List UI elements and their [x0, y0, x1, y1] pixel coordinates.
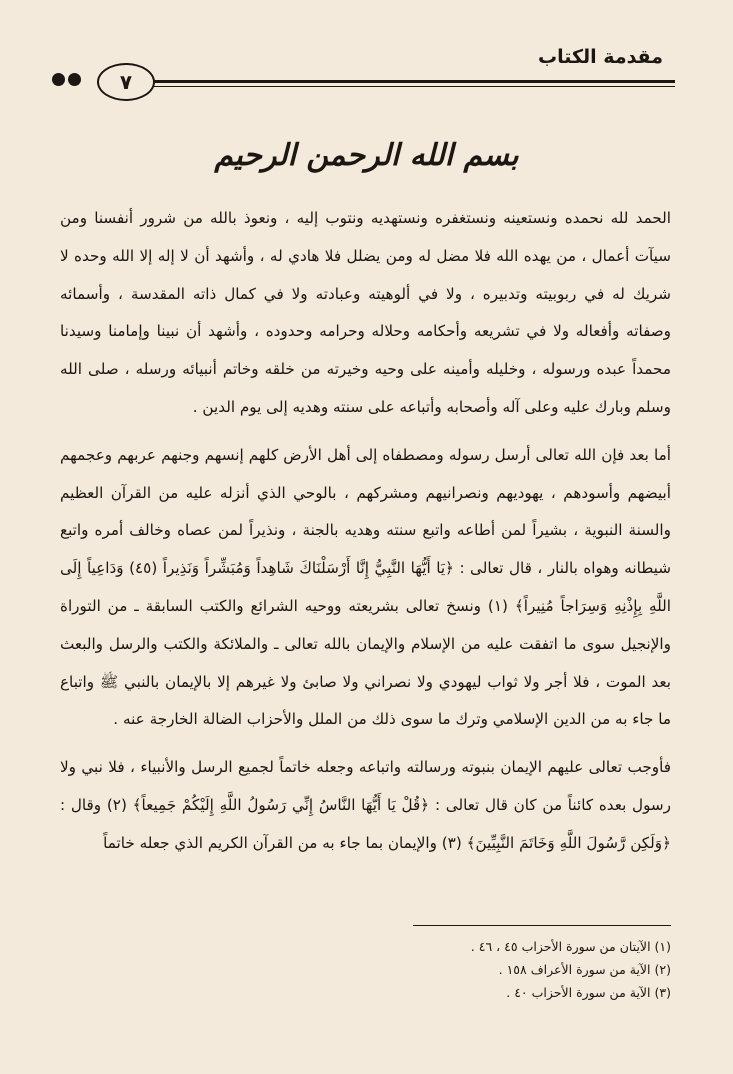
paragraph-intro: الحمد لله نحمده ونستعينه ونستغفره ونستهديه ونتوب إليه ، ونعوذ بالله من شرور أنفسنا ومن سيآت أعمال ، من يهده الله فلا مضل له ومن يضلل فلا هادي له ، وأشهد أن لا إله إلا الله وحده لا شريك له في ربوبيته وتدبيره ، ولا في ألوهيته وعبادته ولا في كمال ذاته المقدسة ، وأسمائه وصفاته وأفعاله ولا في تشريعه وأحكامه وحلاله وحرامه وحدوده ، وأشهد أن نبينا وإمامنا وسيدنا محمداً عبده ورسوله ، وخليله وأمينه على وحيه وخيرته من خلقه وخاتم أنبيائه ورسله ، صلى الله وسلم وبارك عليه وعلى آله وأصحابه وأتباعه على سنته وهديه إلى يوم الدين .	[60, 209, 671, 416]
footnote-2: (٢) الآية من سورة الأعراف ١٥٨ .	[498, 962, 671, 977]
page-number: ٧	[97, 63, 155, 101]
footnote-1: (١) الآيتان من سورة الأحزاب ٤٥ ، ٤٦ .	[470, 939, 671, 954]
main-text	[60, 200, 671, 863]
running-header-title: مقدمة الكتاب	[538, 46, 663, 68]
header-rule-thin	[150, 86, 675, 87]
basmala-calligraphy: بسم الله الرحمن الرحيم	[214, 138, 519, 173]
footnotes	[111, 935, 671, 1004]
ornament-dot	[52, 73, 65, 86]
paragraph-khatam: فأوجب تعالى عليهم الإيمان بنبوته ورسالته واتباعه وجعله خاتماً لجميع الرسل والأنبياء ، فلا نبي ولا رسول بعده كائناً من كان قال تعالى : ﴿قُلْ يَا أَيُّهَا النَّاسُ إِنِّي رَسُولُ اللَّهِ إِلَيْكُمْ جَمِيعاً﴾ (٢) وقال : ﴿وَلَكِن رَّسُولَ اللَّهِ وَخَاتَمَ النَّبِيِّينَ﴾ (٣) والإيمان بما جاء به من القرآن الكريم الذي جعله خاتماً	[60, 758, 671, 852]
footnote-3: (٣) الآية من سورة الأحزاب ٤٠ .	[506, 985, 671, 1000]
header-ornament-dots	[52, 73, 81, 86]
footnote-separator	[413, 925, 671, 926]
header-rule	[150, 80, 675, 83]
ornament-dot	[68, 73, 81, 86]
paragraph-amma-bad: أما بعد فإن الله تعالى أرسل رسوله ومصطفاه إلى أهل الأرض كلهم إنسهم وجنهم عربهم وعجمهم أبيضهم وأسودهم ، يهوديهم ونصرانيهم ومشركهم ، بالوحي الذي أنزله عليه من القرآن العظيم والسنة النبوية ، بشيراً لمن أطاعه واتبع سنته وهديه بالجنة ، ونذيراً لمن عصاه وخالف أمره واتبع شيطانه وهواه بالنار ، قال تعالى : ﴿يَا أَيُّهَا النَّبِيُّ إِنَّا أَرْسَلْنَاكَ شَاهِداً وَمُبَشِّراً وَنَذِيراً (٤٥) وَدَاعِياً إِلَى اللَّهِ بِإِذْنِهِ وَسِرَاجاً مُنِيراً﴾ (١) ونسخ تعالى بشريعته ووحيه الشرائع والكتب السابقة ـ من التوراة والإنجيل سوى ما اتفقت عليه من الإسلام والإيمان بالله تعالى ـ والملائكة والكتب والرسل والبعث بعد الموت ، فلا أجر ولا ثواب ليهودي ولا نصراني ولا صابئ ولا غيرهم إلا بالإيمان بالنبي ﷺ واتباع ما جاء به من الدين الإسلامي وترك ما سوى ذلك من الملل والأحزاب الضالة الخارجة عنه .	[60, 445, 671, 729]
